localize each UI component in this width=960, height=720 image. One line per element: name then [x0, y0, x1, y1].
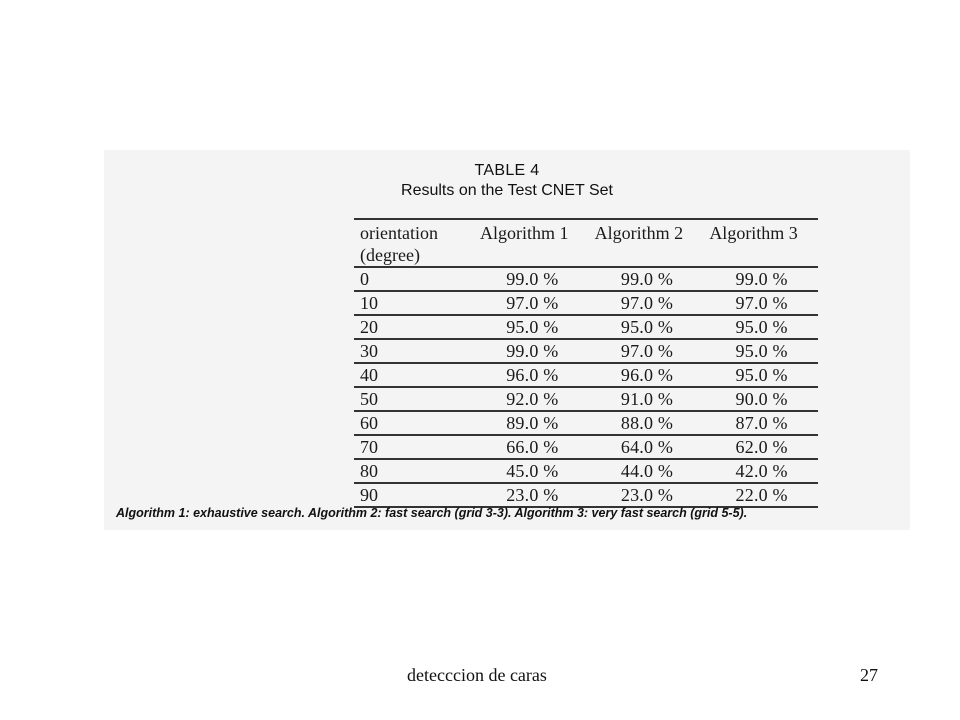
- cell-algorithm-1: 23.0 %: [506, 485, 559, 505]
- table-title: TABLE 4: [474, 162, 540, 179]
- cell-orientation: 20: [360, 317, 378, 337]
- cell-orientation: 60: [360, 413, 378, 433]
- cell-algorithm-1: 66.0 %: [506, 437, 559, 457]
- cell-algorithm-3: 90.0 %: [735, 389, 788, 409]
- cell-algorithm-3: 62.0 %: [735, 437, 788, 457]
- cell-algorithm-1: 97.0 %: [506, 293, 559, 313]
- header-algorithm-1: Algorithm 1: [474, 219, 589, 267]
- cell-algorithm-3: 95.0 %: [735, 341, 788, 361]
- cell-orientation: 90: [360, 485, 378, 505]
- cell-algorithm-1: 99.0 %: [506, 269, 559, 289]
- cell-orientation: 30: [360, 341, 378, 361]
- header-algorithm-2: Algorithm 2: [589, 219, 704, 267]
- cell-algorithm-1: 89.0 %: [506, 413, 559, 433]
- cell-orientation: 10: [360, 293, 378, 313]
- cell-orientation: 0: [360, 269, 369, 289]
- cell-algorithm-2: 91.0 %: [620, 389, 674, 409]
- footer-title: detecccion de caras: [407, 665, 547, 685]
- table-row: [354, 363, 818, 387]
- cell-algorithm-3: 99.0 %: [735, 269, 788, 289]
- cell-algorithm-1: 99.0 %: [506, 341, 559, 361]
- cell-algorithm-2: 96.0 %: [620, 365, 674, 385]
- cell-algorithm-2: 97.0 %: [620, 293, 674, 313]
- scanned-table-image: [104, 150, 910, 530]
- cell-algorithm-1: 45.0 %: [506, 461, 559, 481]
- table-row: [354, 459, 818, 483]
- cell-algorithm-3: 42.0 %: [735, 461, 788, 481]
- table-subtitle: Results on the Test CNET Set: [401, 182, 613, 199]
- cell-algorithm-3: 97.0 %: [735, 293, 788, 313]
- table-header-row: [354, 219, 818, 267]
- header-orientation: [354, 219, 474, 267]
- cell-algorithm-2: 97.0 %: [620, 341, 674, 361]
- table-row: [354, 315, 818, 339]
- table-row: [354, 435, 818, 459]
- cell-algorithm-3: 87.0 %: [735, 413, 788, 433]
- cell-algorithm-1: 95.0 %: [506, 317, 559, 337]
- cell-orientation: 70: [360, 437, 378, 457]
- table-caption: Algorithm 1: exhaustive search. Algorithm 2: fast search (grid 3-3). Algorithm 3: very fast search (grid 5-5).: [116, 506, 748, 520]
- header-algorithm-3: Algorithm 3: [703, 219, 818, 267]
- cell-algorithm-3: 22.0 %: [735, 485, 788, 505]
- cell-algorithm-1: 96.0 %: [506, 365, 559, 385]
- results-table: [354, 218, 818, 508]
- cell-orientation: 40: [360, 365, 378, 385]
- table-row: [354, 411, 818, 435]
- cell-algorithm-2: 95.0 %: [620, 317, 674, 337]
- cell-orientation: 50: [360, 389, 378, 409]
- cell-algorithm-2: 44.0 %: [620, 461, 674, 481]
- table-row: [354, 339, 818, 363]
- cell-algorithm-2: 99.0 %: [620, 269, 674, 289]
- cell-orientation: 80: [360, 461, 378, 481]
- header-orientation-unit: (degree): [360, 245, 420, 265]
- table-row: [354, 267, 818, 291]
- header-orientation-label: orientation: [360, 223, 438, 243]
- cell-algorithm-2: 64.0 %: [620, 437, 674, 457]
- table-body: [354, 267, 818, 507]
- cell-algorithm-1: 92.0 %: [506, 389, 559, 409]
- table-row: [354, 483, 818, 507]
- cell-algorithm-3: 95.0 %: [735, 365, 788, 385]
- table-row: [354, 387, 818, 411]
- page-number: 27: [860, 665, 878, 685]
- cell-algorithm-2: 23.0 %: [620, 485, 674, 505]
- table-row: [354, 291, 818, 315]
- cell-algorithm-2: 88.0 %: [620, 413, 674, 433]
- cell-algorithm-3: 95.0 %: [735, 317, 788, 337]
